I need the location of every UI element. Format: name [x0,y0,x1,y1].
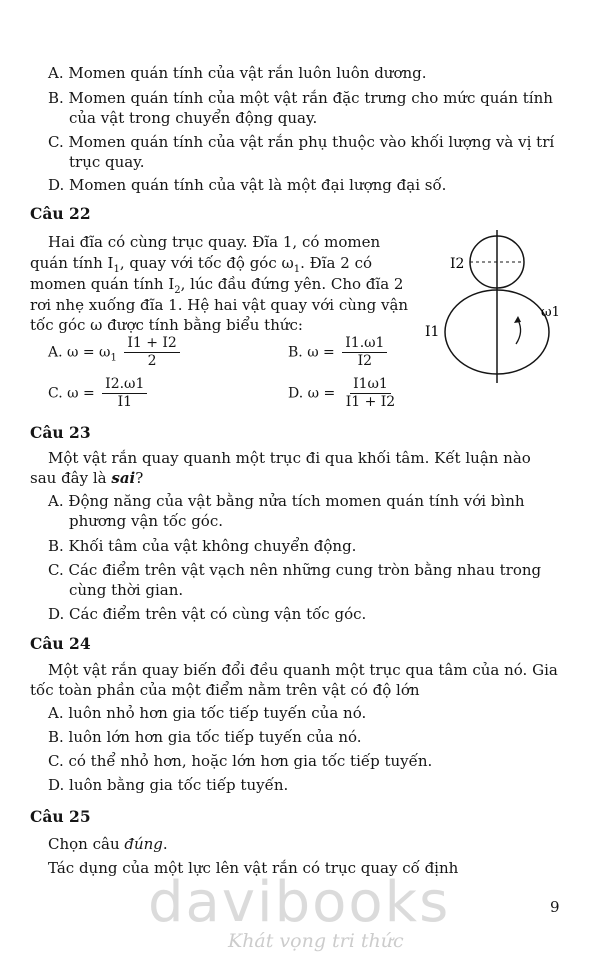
q22-stem-line5: tốc góc ω được tính bằng biểu thức: [30,316,303,334]
q25-stem-line2: Tác dụng của một lực lên vật rắn có trục quay cố định [48,859,459,877]
q23-option-b: B. Khối tâm của vật không chuyển động. [48,537,357,555]
q22-option-c: C. ω = $\frac{I2.\omega 1}{I1}$ [48,376,147,411]
q22-option-c-numerator: I2.ω1 [102,376,147,394]
intro-option-d: D. Momen quán tính của vật là một đại lượng đại số. [48,176,447,194]
q23-stem-line1: Một vật rắn quay quanh một trục đi qua khối tâm. Kết luận nào [48,449,531,467]
q22-title: Câu 22 [30,204,91,223]
q22-stem-line2: quán tính $I_1$, quay với tốc độ góc $\omega_1$. Đĩa 2 có [30,254,373,275]
intro-option-b: B. Momen quán tính của một vật rắn đặc trưng cho mức quán tính [48,89,553,107]
q24-option-a: A. luôn nhỏ hơn gia tốc tiếp tuyến của nó. [48,704,367,722]
q22-option-b-denominator: I2 [357,353,373,369]
q23-option-c-cont: cùng thời gian. [69,581,184,599]
q22-stem-line1: Hai đĩa có cùng trục quay. Đĩa 1, có momen [48,233,381,251]
q22-stem-line3: momen quán tính $I_2$, lúc đầu đứng yên. Cho đĩa 2 [30,275,404,296]
q22-option-b: B. ω = $\frac{I1.\omega 1}{I2}$ [288,335,387,370]
intro-option-c-cont: trục quay. [69,153,145,171]
intro-option-a: A. Momen quán tính của vật rắn luôn luôn dương. [48,64,427,82]
q25-title: Câu 25 [30,807,91,826]
q24-option-c: C. có thể nhỏ hơn, hoặc lớn hơn gia tốc tiếp tuyến. [48,752,433,770]
q22-option-a: A. $\omega = \omega_1$ $\frac{I1 + I2}{2}$ [48,335,180,370]
intro-option-b-cont: của vật trong chuyển động quay. [69,109,318,127]
q23-option-d: D. Các điểm trên vật có cùng vận tốc góc. [48,605,367,623]
q24-title: Câu 24 [30,634,91,653]
q22-stem-line4: rơi nhẹ xuống đĩa 1. Hệ hai vật quay với cùng vận [30,296,409,314]
fig-label-i1: I1 [425,324,440,340]
arrow-head-icon [514,316,521,323]
page-number: 9 [550,898,560,916]
q22-option-b-numerator: I1.ω1 [342,335,387,353]
q25-stem-line1: Chọn câu đúng. [48,835,168,853]
q22-option-d: D. ω = $\frac{I1\omega 1}{I1 + I2}$ [288,376,398,411]
q23-title: Câu 23 [30,423,91,442]
two-discs-figure [420,228,580,388]
q23-option-a-cont: phương vận tốc góc. [69,512,224,530]
q24-stem-line1: Một vật rắn quay biến đổi đều quanh một trục qua tâm của nó. Gia [48,661,558,679]
q24-stem-line2: tốc toàn phần của một điểm nằm trên vật có độ lớn [30,681,420,699]
intro-option-c: C. Momen quán tính của vật rắn phụ thuộc vào khối lượng và vị trí [48,133,555,151]
q24-option-d: D. luôn bằng gia tốc tiếp tuyến. [48,776,289,794]
watermark-logo: davibooks [148,870,451,935]
q22-option-a-denominator: 2 [147,353,157,369]
q22-option-d-denominator: I1 + I2 [345,394,396,410]
fig-label-w1: ω1 [541,305,560,320]
rotation-arrow-icon [516,320,521,344]
q22-option-a-numerator: I1 + I2 [124,335,180,353]
q22-option-c-denominator: I1 [117,394,132,410]
fig-label-i2: I2 [450,256,465,272]
q24-option-b: B. luôn lớn hơn gia tốc tiếp tuyến của nó. [48,728,362,746]
q23-stem-line2: sau đây là sai? [30,469,144,487]
watermark-slogan: Khát vọng tri thức [228,930,404,952]
q23-option-c: C. Các điểm trên vật vạch nên những cung tròn bằng nhau trong [48,561,542,579]
q22-option-d-numerator: I1ω1 [350,376,391,394]
q23-option-a: A. Động năng của vật bằng nửa tích momen quán tính với bình [48,492,525,510]
